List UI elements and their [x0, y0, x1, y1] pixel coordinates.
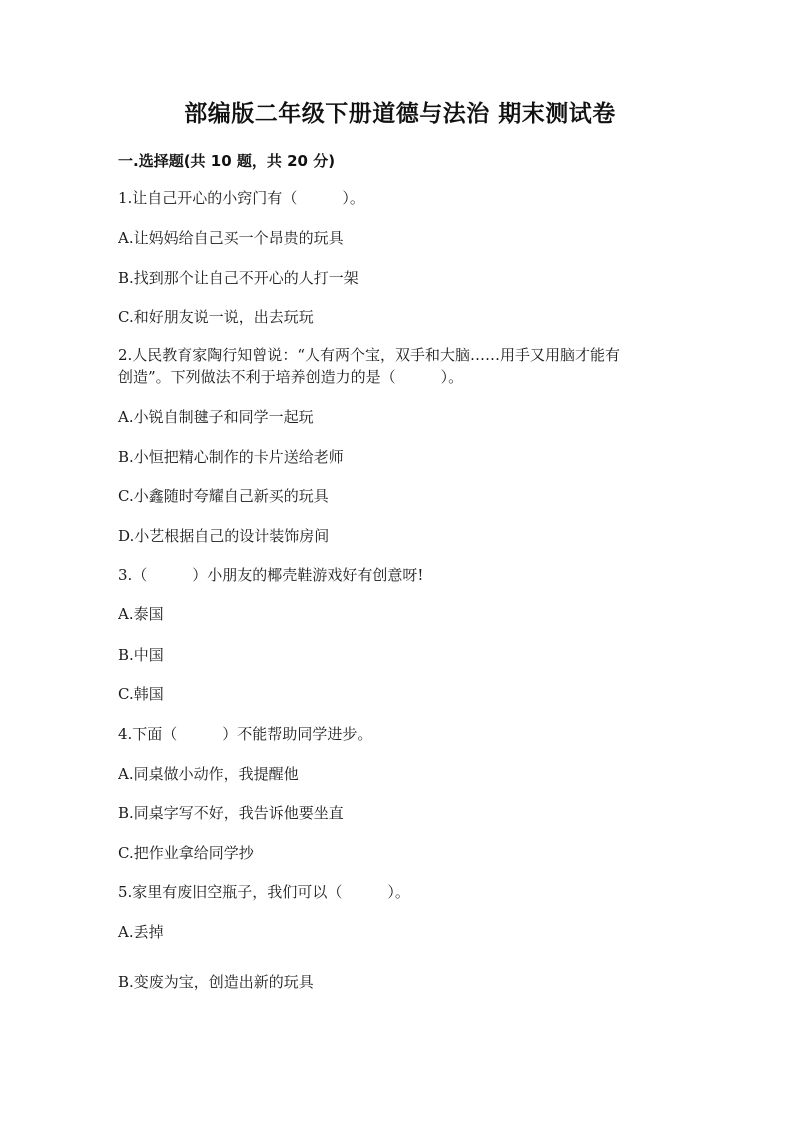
question-3-option-c: C.韩国: [118, 685, 164, 703]
question-2-stem-line-1: 2.人民教育家陶行知曾说：“人有两个宝，双手和大脑……用手又用脑才能有: [118, 346, 620, 364]
question-4-stem: 4.下面（ ）不能帮助同学进步。: [118, 725, 373, 743]
question-2-option-d: D.小艺根据自己的设计装饰房间: [118, 527, 330, 545]
question-5-option-a: A.丢掉: [118, 923, 164, 941]
question-5-option-b: B.变废为宝，创造出新的玩具: [118, 973, 314, 991]
question-1-option-a: A.让妈妈给自己买一个昂贵的玩具: [118, 229, 344, 247]
question-1-option-b: B.找到那个让自己不开心的人打一架: [118, 269, 359, 287]
question-2-option-a: A.小锐自制毽子和同学一起玩: [118, 408, 314, 426]
question-1-option-c: C.和好朋友说一说，出去玩玩: [118, 308, 314, 326]
question-2-stem-line-2: 创造”。下列做法不利于培养创造力的是（ ）。: [118, 368, 464, 386]
question-4-option-a: A.同桌做小动作，我提醒他: [118, 765, 299, 783]
section-heading: 一.选择题(共 10 题，共 20 分): [118, 152, 336, 170]
question-1-stem: 1.让自己开心的小窍门有（ ）。: [118, 189, 365, 207]
question-5-stem: 5.家里有废旧空瓶子，我们可以（ ）。: [118, 883, 410, 901]
question-4-option-c: C.把作业拿给同学抄: [118, 844, 254, 862]
question-2-option-c: C.小鑫随时夸耀自己新买的玩具: [118, 487, 329, 505]
question-3-option-b: B.中国: [118, 646, 164, 664]
question-2-option-b: B.小恒把精心制作的卡片送给老师: [118, 448, 344, 466]
question-4-option-b: B.同桌字写不好，我告诉他要坐直: [118, 804, 344, 822]
page-title: 部编版二年级下册道德与法治 期末测试卷: [184, 101, 616, 127]
question-3-stem: 3.（ ）小朋友的椰壳鞋游戏好有创意呀!: [118, 566, 424, 584]
question-3-option-a: A.泰国: [118, 605, 164, 623]
